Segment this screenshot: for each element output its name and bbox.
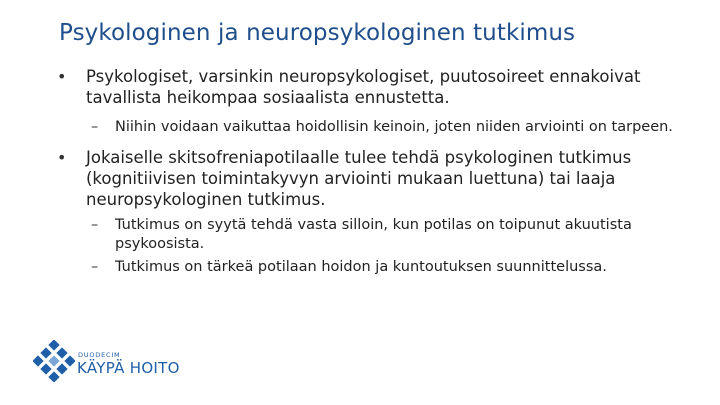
- sub-bullet-text: Niihin voidaan vaikuttaa hoidollisin keinoin, joten niiden arviointi on tarpeen.: [115, 119, 673, 135]
- dash-marker: –: [91, 217, 99, 233]
- diamond-logo-icon: [33, 340, 75, 382]
- bullet-marker: •: [57, 67, 67, 86]
- bullet-item: [55, 66, 675, 108]
- slide-title: Psykologinen ja neuropsykologinen tutkimus: [59, 20, 576, 46]
- kaypa-hoito-logo: [33, 340, 183, 382]
- bullet-item: [55, 147, 675, 210]
- sub-bullet-item: [55, 216, 675, 254]
- sub-bullet-item: [55, 258, 675, 277]
- sub-bullet-item: [55, 118, 675, 137]
- sub-bullet-text: Tutkimus on tärkeä potilaan hoidon ja kuntoutuksen suunnittelussa.: [115, 259, 607, 275]
- logo-small-text: DUODECIM: [78, 351, 121, 359]
- logo-big-text: KÄYPÄ HOITO: [77, 359, 180, 377]
- bullet-list: [55, 66, 675, 277]
- bullet-text: Jokaiselle skitsofreniapotilaalle tulee tehdä psykologinen tutkimus (kognitiivisen toimintakyvyn arviointi mukaan luettuna) tai laaja neuropsykologinen tutkimus.: [86, 148, 632, 209]
- bullet-marker: •: [57, 148, 67, 167]
- dash-marker: –: [91, 119, 99, 135]
- bullet-text: Psykologiset, varsinkin neuropsykologiset, puutosoireet ennakoivat tavallista heikompaa sosiaalista ennustetta.: [86, 67, 641, 107]
- dash-marker: –: [91, 259, 99, 275]
- sub-bullet-text: Tutkimus on syytä tehdä vasta silloin, kun potilas on toipunut akuutista psykoosista.: [115, 217, 632, 252]
